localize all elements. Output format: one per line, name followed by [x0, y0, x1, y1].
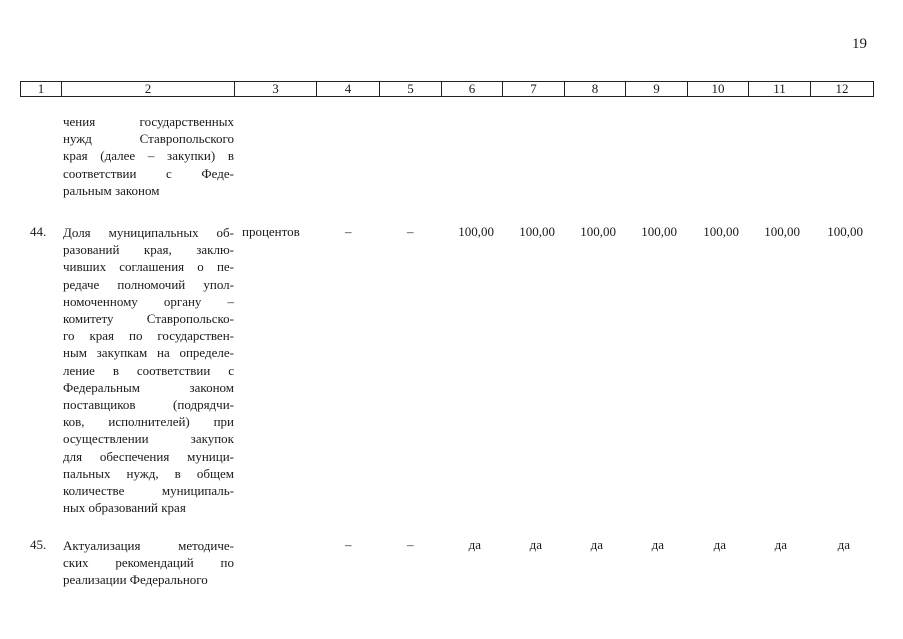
description-line: ление в соответствии с: [63, 362, 234, 378]
value-cell: да: [529, 537, 542, 552]
row-description: [63, 537, 234, 589]
row-number: 44.: [30, 224, 47, 239]
description-line: номоченному органу –: [63, 293, 234, 309]
description-line: редаче полномочий упол-: [63, 276, 234, 292]
description-line: го края по государствен-: [63, 328, 234, 344]
col4-cell: –: [345, 537, 352, 552]
value-cell: 100,00: [827, 224, 863, 239]
table-header-row: [20, 81, 874, 97]
row-description: [63, 224, 234, 516]
description-line: чивших соглашения о пе-: [63, 259, 234, 275]
header-col-11: 11: [749, 82, 811, 96]
description-line: для обеспечения муници-: [63, 448, 234, 464]
description-line: ных образований края: [63, 500, 186, 516]
continuation-line: нужд Ставропольского: [63, 131, 234, 147]
description-line: ков, исполнителей) при: [63, 414, 234, 430]
description-line: количестве муниципаль-: [63, 483, 234, 499]
continuation-line: края (далее – закупки) в: [63, 148, 234, 164]
header-col-12: 12: [835, 81, 849, 96]
value-cell: да: [590, 537, 603, 552]
header-col-5: 5: [380, 82, 442, 96]
value-cell: да: [713, 537, 726, 552]
header-col-1: 1: [21, 82, 62, 96]
description-line: поставщиков (подрядчи-: [63, 397, 234, 413]
header-col-6: 6: [442, 82, 503, 96]
row-number: 45.: [30, 537, 47, 552]
continuation-line: соответствии с Феде-: [63, 165, 234, 181]
header-col-10: 10: [688, 82, 749, 96]
header-col-7: 7: [503, 82, 565, 96]
description-line: Актуализация методиче-: [63, 538, 234, 553]
description-line: Доля муниципальных об-: [63, 225, 234, 240]
description-line: ным закупкам на определе-: [63, 345, 234, 361]
value-cell: да: [774, 537, 787, 552]
description-line: разований края, заклю-: [63, 242, 234, 258]
value-cell: да: [837, 537, 850, 552]
col5-cell: –: [407, 224, 414, 239]
value-cell: 100,00: [764, 224, 800, 239]
value-cell: 100,00: [703, 224, 739, 239]
header-col-4: 4: [317, 82, 380, 96]
continuation-text: [63, 113, 234, 199]
value-cell: 100,00: [458, 224, 494, 239]
value-cell: 100,00: [641, 224, 677, 239]
col5-cell: –: [407, 537, 414, 552]
header-col-3: 3: [235, 82, 317, 96]
description-line: реализации Федерального: [63, 572, 208, 588]
description-line: пальных нужд, в общем: [63, 465, 234, 481]
description-line: комитету Ставропольско-: [63, 311, 234, 327]
description-line: Федеральным законом: [63, 379, 234, 395]
header-col-2: 2: [62, 82, 235, 96]
value-cell: 100,00: [519, 224, 555, 239]
unit-cell: процентов: [242, 224, 300, 239]
header-col-9: 9: [626, 82, 688, 96]
continuation-line: ральным законом: [63, 182, 160, 198]
col4-cell: –: [345, 224, 352, 239]
header-col-8: 8: [565, 82, 626, 96]
continuation-line: чения государственных: [63, 114, 234, 129]
value-cell: да: [651, 537, 664, 552]
value-cell: 100,00: [580, 224, 616, 239]
page-number: 19: [852, 36, 867, 52]
description-line: осуществлении закупок: [63, 431, 234, 447]
value-cell: да: [468, 537, 481, 552]
description-line: ских рекомендаций по: [63, 555, 234, 571]
